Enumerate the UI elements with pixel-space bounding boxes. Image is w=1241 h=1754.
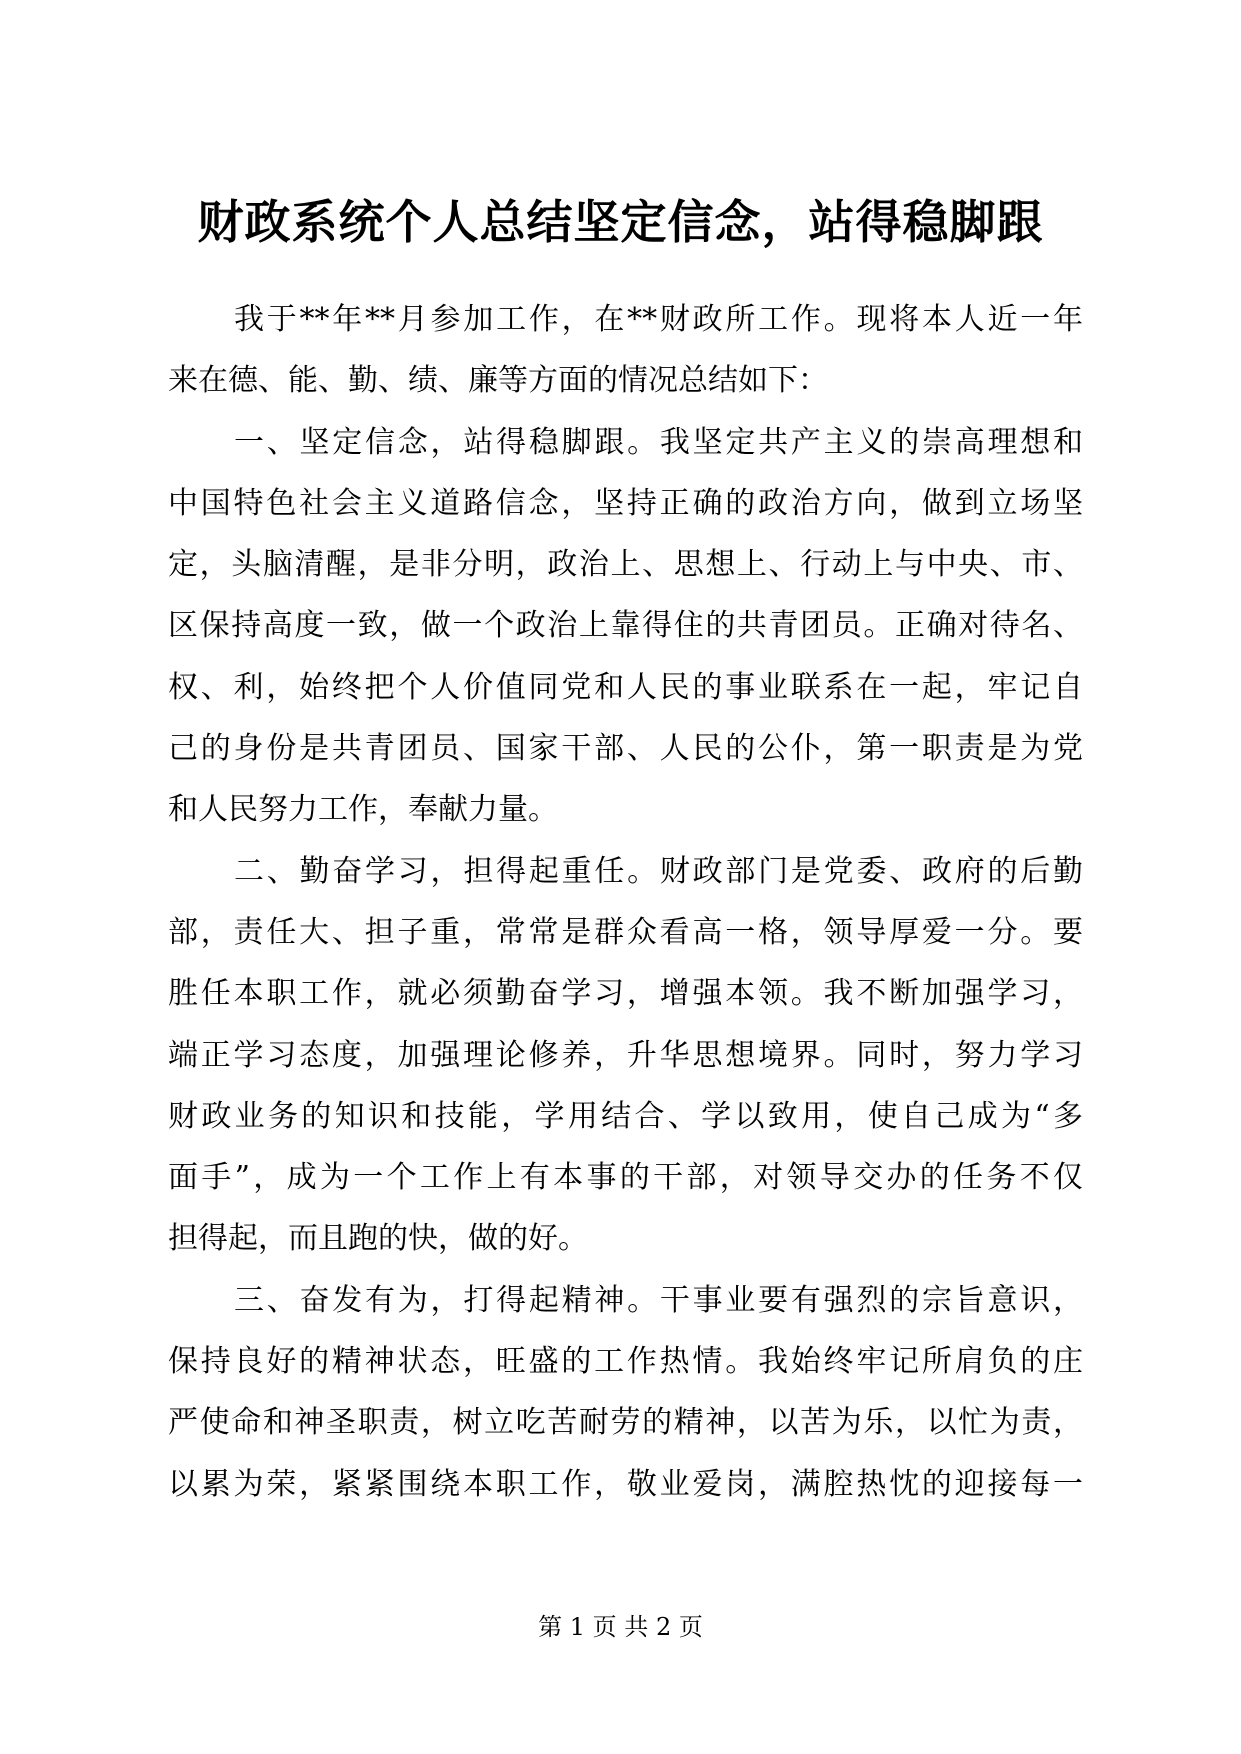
text-line: 一、坚定信念，站得稳脚跟。我坚定共产主义的崇高理想和 bbox=[234, 424, 1083, 460]
text-line: 来在德、能、勤、绩、廉等方面的情况总结如下： bbox=[168, 363, 828, 399]
text-line: 胜任本职工作，就必须勤奋学习，增强本领。我不断加强学习， bbox=[168, 976, 1083, 1012]
paragraph-intro bbox=[168, 289, 1083, 412]
paragraph-section-2 bbox=[168, 841, 1083, 1270]
page-number-footer: 第 1 页 共 2 页 bbox=[538, 1613, 703, 1641]
text-line: 财政业务的知识和技能，学用结合、学以致用，使自己成为“多 bbox=[168, 1098, 1083, 1134]
text-line: 担得起，而且跑的快，做的好。 bbox=[168, 1221, 588, 1257]
text-line: 二、勤奋学习，担得起重任。财政部门是党委、政府的后勤 bbox=[234, 853, 1083, 889]
text-line: 己的身份是共青团员、国家干部、人民的公仆，第一职责是为党 bbox=[168, 731, 1083, 767]
text-line: 部，责任大、担子重，常常是群众看高一格，领导厚爱一分。要 bbox=[168, 914, 1083, 950]
text-line: 定，头脑清醒，是非分明，政治上、思想上、行动上与中央、市、 bbox=[168, 547, 1083, 583]
text-line: 区保持高度一致，做一个政治上靠得住的共青团员。正确对待名、 bbox=[168, 608, 1083, 644]
text-line: 中国特色社会主义道路信念，坚持正确的政治方向，做到立场坚 bbox=[168, 485, 1083, 521]
text-line: 保持良好的精神状态，旺盛的工作热情。我始终牢记所肩负的庄 bbox=[168, 1344, 1083, 1380]
text-line: 端正学习态度，加强理论修养，升华思想境界。同时，努力学习 bbox=[168, 1037, 1083, 1073]
paragraph-section-1 bbox=[168, 412, 1083, 841]
text-line: 以累为荣，紧紧围绕本职工作，敬业爱岗，满腔热忱的迎接每一 bbox=[168, 1466, 1083, 1502]
text-line: 权、利，始终把个人价值同党和人民的事业联系在一起，牢记自 bbox=[168, 669, 1083, 705]
text-line: 三、奋发有为，打得起精神。干事业要有强烈的宗旨意识， bbox=[234, 1282, 1083, 1318]
document-title: 财政系统个人总结坚定信念，站得稳脚跟 bbox=[197, 195, 1044, 249]
text-line: 面手”，成为一个工作上有本事的干部，对领导交办的任务不仅 bbox=[168, 1160, 1083, 1196]
paragraph-section-3 bbox=[168, 1270, 1083, 1515]
document-body bbox=[168, 289, 1083, 1515]
text-line: 和人民努力工作，奉献力量。 bbox=[168, 792, 558, 828]
text-line: 严使命和神圣职责，树立吃苦耐劳的精神，以苦为乐，以忙为责， bbox=[168, 1405, 1083, 1441]
text-line: 我于**年**月参加工作，在**财政所工作。现将本人近一年 bbox=[234, 302, 1083, 337]
